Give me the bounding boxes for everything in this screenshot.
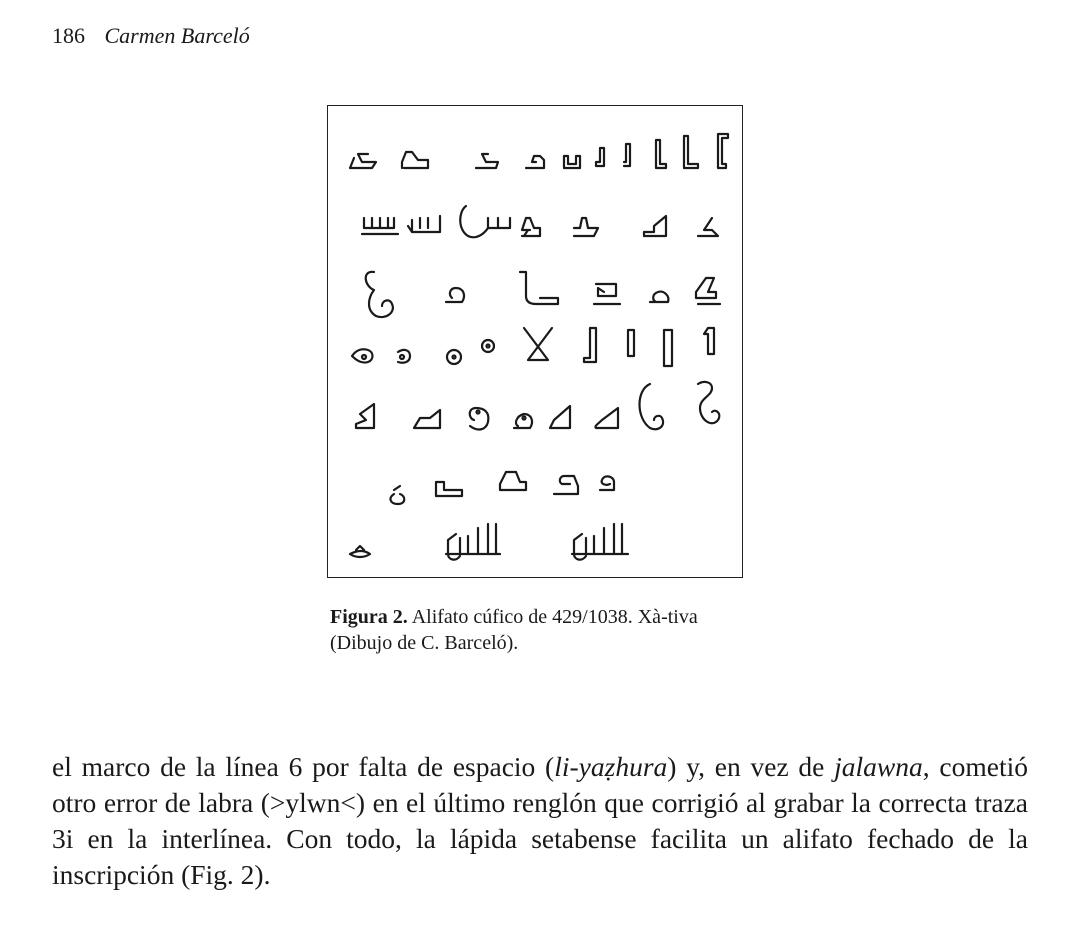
figure-kufic-alphabet bbox=[327, 105, 743, 578]
italic-term: jalawna bbox=[834, 751, 923, 782]
author-name: Carmen Barceló bbox=[104, 23, 250, 48]
running-header bbox=[52, 22, 250, 50]
figure-caption bbox=[330, 604, 748, 656]
page-number: 186 bbox=[52, 23, 85, 48]
figure-label: Figura 2. bbox=[330, 606, 408, 628]
body-text-segment: , cometió otro error de labra (>ylwn<) en el último renglón que corrigió al grabar la correcta traza 3i en la interlínea. Con todo, la lápida setabense facilita un alifato fechado de la inscripción (Fig. 2). bbox=[52, 751, 1028, 890]
body-text-segment: ) y, en vez de bbox=[667, 751, 835, 782]
body-text-segment: el marco de la línea 6 por falta de espacio ( bbox=[52, 751, 555, 782]
figure-caption-text: Alifato cúfico de 429/1038. Xà-tiva (Dibujo de C. Barceló). bbox=[330, 606, 698, 654]
kufic-glyph-drawing bbox=[328, 106, 742, 577]
italic-term: li-yaẓhura bbox=[554, 751, 668, 782]
body-paragraph bbox=[52, 749, 1028, 893]
